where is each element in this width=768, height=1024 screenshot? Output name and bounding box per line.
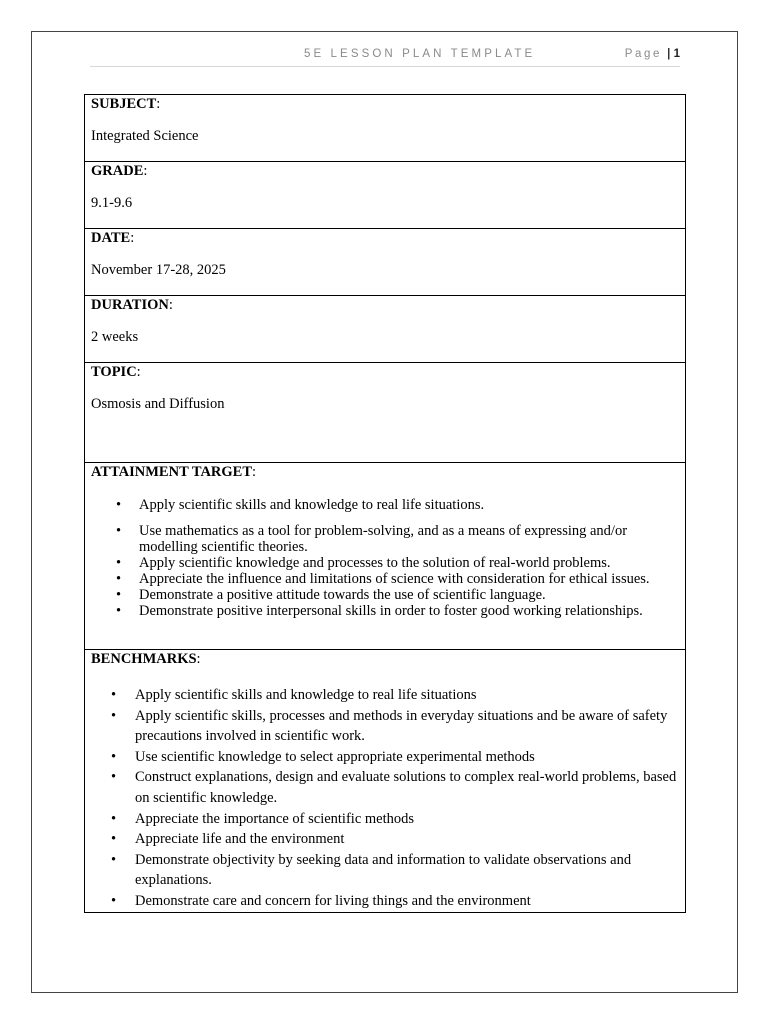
page-header [90, 48, 680, 67]
subject-label-line [91, 96, 679, 113]
bullet-icon: • [111, 831, 117, 848]
bullet-icon: • [111, 687, 117, 703]
benchmark-item-text: Demonstrate objectivity by seeking data and information to validate observations and explanations. [135, 851, 632, 889]
benchmark-item [91, 829, 679, 850]
bullet-icon: • [116, 497, 122, 513]
attainment-item-text: Demonstrate positive interpersonal skills in order to foster good working relationships. [139, 603, 643, 619]
benchmark-item-text: Demonstrate care and concern for living things and the environment [135, 892, 531, 909]
benchmark-item-text: Use scientific knowledge to select appropriate experimental methods [135, 748, 535, 765]
benchmark-item-text: Apply scientific skills, processes and methods in everyday situations and be aware of safety precautions involved in scientific work. [135, 707, 668, 745]
bullet-icon: • [116, 523, 122, 539]
benchmark-item [91, 685, 679, 706]
benchmarks-cell [85, 650, 686, 913]
attainment-item [91, 523, 679, 555]
date-label: DATE [91, 230, 131, 246]
date-colon: : [130, 230, 135, 246]
date-value: November 17-28, 2025 [91, 262, 226, 278]
bullet-icon: • [116, 587, 122, 603]
benchmark-item [91, 850, 679, 891]
subject-colon: : [156, 96, 161, 112]
benchmark-item [91, 809, 679, 830]
grade-label: GRADE [91, 163, 144, 179]
topic-label: TOPIC [91, 364, 137, 380]
attainment-list [91, 497, 679, 619]
header-page-word: Page [624, 48, 662, 60]
header-page-indicator [625, 48, 680, 60]
bullet-icon: • [111, 851, 117, 868]
benchmark-item [91, 747, 679, 768]
header-title: 5E LESSON PLAN TEMPLATE [304, 48, 536, 60]
duration-label: DURATION [91, 297, 169, 313]
attainment-item-text: Appreciate the influence and limitations of science with consideration for ethical issues. [139, 571, 650, 587]
attainment-cell [85, 463, 686, 650]
lesson-plan-table [84, 94, 686, 913]
grade-value: 9.1-9.6 [91, 195, 133, 211]
topic-value: Osmosis and Diffusion [91, 396, 225, 412]
header-separator: | [667, 48, 671, 60]
subject-label: SUBJECT [91, 96, 157, 112]
subject-cell [85, 95, 686, 162]
benchmark-item [91, 891, 679, 912]
subject-row [85, 95, 686, 162]
duration-colon: : [168, 297, 173, 313]
bullet-icon: • [116, 571, 122, 587]
attainment-item [91, 497, 679, 513]
grade-row [85, 162, 686, 229]
attainment-item-text: Apply scientific skills and knowledge to real life situations. [139, 497, 485, 513]
topic-label-line [91, 364, 679, 381]
header-page-number: 1 [673, 48, 680, 60]
bullet-icon: • [111, 810, 117, 827]
attainment-item [91, 587, 679, 603]
duration-cell [85, 296, 686, 363]
attainment-item-text: Apply scientific knowledge and processes to the solution of real-world problems. [139, 555, 611, 571]
attainment-item-text: Demonstrate a positive attitude towards the use of scientific language. [139, 587, 546, 603]
date-cell [85, 229, 686, 296]
benchmarks-label: BENCHMARKS [91, 651, 197, 667]
attainment-item [91, 571, 679, 587]
attainment-row [85, 463, 686, 650]
attainment-label-line [91, 464, 679, 481]
benchmark-item [91, 706, 679, 747]
benchmark-item-text: Appreciate life and the environment [135, 831, 345, 848]
duration-row [85, 296, 686, 363]
benchmark-item-text: Construct explanations, design and evaluate solutions to complex real-world problems, based on scientific knowledge. [135, 769, 677, 806]
benchmark-item-text: Appreciate the importance of scientific methods [135, 810, 415, 827]
date-label-line [91, 230, 679, 247]
bullet-icon: • [116, 603, 122, 619]
topic-cell [85, 363, 686, 463]
bullet-icon: • [111, 769, 117, 786]
duration-value: 2 weeks [91, 329, 139, 345]
duration-label-line [91, 297, 679, 314]
benchmark-item-text: Apply scientific skills and knowledge to real life situations [135, 687, 477, 703]
attainment-item [91, 555, 679, 571]
grade-colon: : [143, 163, 148, 179]
benchmarks-list [91, 685, 679, 912]
topic-row [85, 363, 686, 463]
bullet-icon: • [111, 707, 117, 724]
attainment-item [91, 603, 679, 619]
document-page [31, 31, 738, 993]
grade-cell [85, 162, 686, 229]
benchmarks-label-line [91, 651, 679, 668]
grade-label-line [91, 163, 679, 180]
benchmark-item [91, 767, 679, 808]
bullet-icon: • [111, 748, 117, 765]
attainment-colon: : [252, 464, 257, 480]
date-row [85, 229, 686, 296]
attainment-label: ATTAINMENT TARGET [91, 464, 253, 480]
topic-colon: : [136, 364, 141, 380]
benchmarks-colon: : [196, 651, 201, 667]
attainment-item-text: Use mathematics as a tool for problem-solving, and as a means of expressing and/or modelling scientific theories. [139, 523, 628, 555]
bullet-icon: • [116, 555, 122, 571]
bullet-icon: • [111, 892, 117, 909]
benchmarks-row [85, 650, 686, 913]
subject-value: Integrated Science [91, 128, 199, 144]
